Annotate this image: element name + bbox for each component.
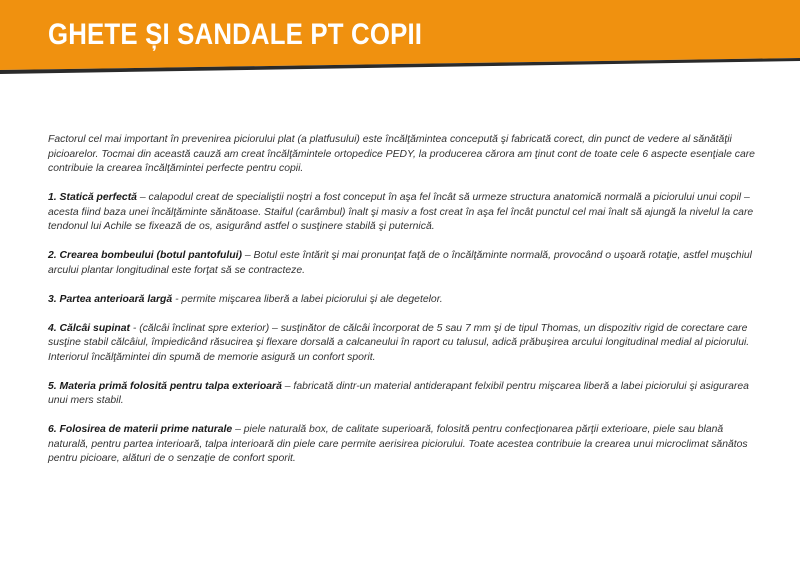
section-paragraph-2 (48, 249, 766, 278)
section-heading: 1. Statică perfectă (48, 192, 137, 203)
section-text: – piele naturală box, de calitate superioară, folosită pentru confecţionarea părţii exterioare, piele sau blană naturală, pentru partea interioară, talpa interioară din piele care permite aerisirea piciorului. Toate acestea contribuie la crearea unui microclimat sănătos pentru picioare, alături de o senzaţie de confort sporit. (48, 424, 748, 464)
section-paragraph-5 (48, 380, 766, 409)
section-paragraph-3 (48, 293, 766, 308)
section-text: – fabricată dintr-un material antiderapant felxibil pentru mişcarea liberă a labei piciorului şi asigurarea unui mers stabil. (48, 380, 749, 406)
section-text: – Botul este întărit şi mai pronunţat faţă de o încălţăminte normală, provocând o uşoară rotaţie, astfel muşchiul arcului plantar longitudinal este forţat să se contracteze. (48, 250, 752, 276)
section-heading: 6. Folosirea de materii prime naturale (48, 424, 233, 435)
section-paragraph-4 (48, 322, 766, 366)
section-text: – calapodul creat de specialiştii noştri a fost conceput în aşa fel încât să urmeze structura anatomică normală a piciorului unui copil – acesta fiind baza unei încălţăminte sănătoase. Staiful (carâmbul) înalt şi masiv a fost creat în aşa fel încât punctul cel mai înalt să ajungă la nivelul la care tendonul lui Achile se fixează de os, asigurând astfel o susţinere stabilă şi puternică. (48, 192, 754, 232)
section-heading: 5. Materia primă folosită pentru talpa exterioară (48, 380, 282, 392)
section-heading: 4. Călcâi supinat (48, 322, 130, 334)
article-body (48, 133, 766, 481)
section-paragraph-1 (48, 191, 766, 235)
section-heading: 2. Crearea bombeului (botul pantofului) (48, 250, 242, 261)
intro-paragraph: Factorul cel mai important în prevenirea piciorului plat (a platfusului) este încălţămintea concepută şi fabricată corect, din punct de vedere al sănătăţii picioarelor. Tocmai din această cauză am creat încălţămintele ortopedice PEDY, la producerea cărora am ţinut cont de toate cele 6 aspecte esenţiale care contribuie la crearea încălţămintei perfecte pentru copii. (48, 134, 755, 174)
section-text: - (călcâi înclinat spre exterior) – susţinător de călcâi încorporat de 5 sau 7 mm şi de tipul Thomas, un dispozitiv rigid de corectare care susţine stabil călcâiul, împiedicând răsucirea şi flexare dorsală a calcaneului în raport cu talusul, adică prăbuşirea arcului longitudinal medial al piciorului. Interiorul încălţămintei din spumă de memorie asigură un confort sporit. (48, 322, 750, 363)
section-heading: 3. Partea anterioară largă (48, 293, 173, 305)
header-band (0, 0, 800, 74)
section-paragraph-6 (48, 423, 766, 467)
section-text: - permite mişcarea liberă a labei piciorului şi ale degetelor. (172, 293, 443, 305)
page-title: GHETE ȘI SANDALE PT COPII (48, 18, 423, 51)
